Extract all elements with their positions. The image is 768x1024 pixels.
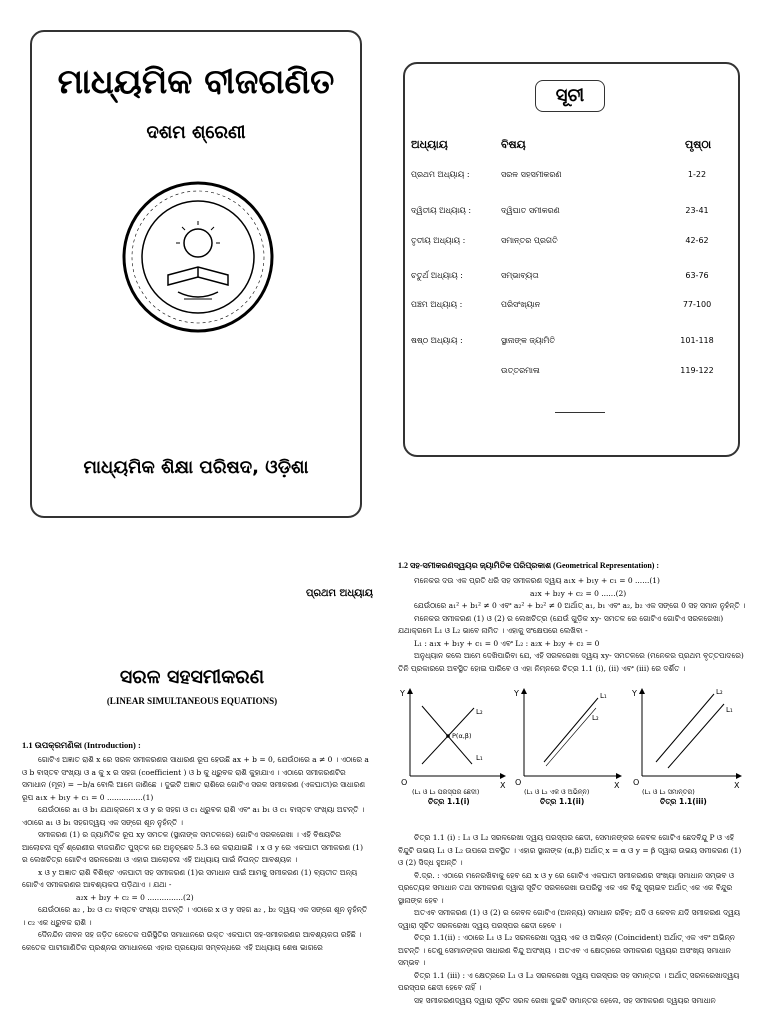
fig3-l2-label: L₂: [716, 688, 723, 696]
fig3-l1-label: L₁: [726, 706, 733, 714]
equation: a₂x + b₂y + c₂ = 0 ...............(2): [76, 892, 194, 902]
paragraph: ବି.ଦ୍ର. : ଏଠାରେ ମନେରଖିବାକୁ ହେବ ଯେ x ଓ y ରେ ଗୋଟିଏ ଏକଘାତୀ ସମୀକରଣର ସଂଖ୍ୟା ସମାଧାନ ସମ୍ଭବ ଓ ପ୍ରତ୍ୟେକ ସମାଧାନ ତଥା ସମୀକରଣ ଦ୍ୱାରା ସୂଚିତ ସରଳରେଖା ଉପରିସ୍ଥ ଏକ ଏକ ବିନ୍ଦୁ ସୂଚାଇବ ଅର୍ଥାତ୍ ଏକ ଏକ ବିନ୍ଦୁର ସ୍ଥାନାଙ୍କ ହେବ ।: [398, 870, 735, 905]
paragraph: ଚିତ୍ର 1.1 (i) : L₁ ଓ L₂ ସରଳରେଖା ଦ୍ୱୟ ପରସ୍ପର ଛେଦୀ, ସେମାନଙ୍କର କେବଳ ଗୋଟିଏ ଛେଦବିନ୍ଦୁ P ଓ ଏହି ବିନ୍ଦୁଟି ଉଭୟ L₁ ଓ L₂ ଉପରେ ଅବସ୍ଥିତ । ଏହାର ସ୍ଥାନାଙ୍କ (α,β) ଅର୍ଥାତ୍ x = α ଓ y = β ଦ୍ୱାରା ଉଭୟ ସମୀକରଣ (1) ଓ (2) ସିଦ୍ଧ ହୁଅନ୍ତି ।: [398, 833, 742, 867]
equation: L₁ : a₁x + b₁y + c₁ = 0 ଏବଂ L₂ : a₂x + b₂y + c₂ = 0: [414, 638, 600, 648]
figure-coincident-lines: [510, 684, 626, 806]
fig3-o-label: O: [633, 778, 640, 787]
cover-grade: ଦଶମ ଶ୍ରେଣୀ: [146, 122, 246, 143]
paragraph: ଦୈନନ୍ଦିନ ଜୀବନ ସହ ଜଡ଼ିତ କେତେକ ପରିସ୍ଥିତିର ସମାଧାନରେ ଉକ୍ତ ଏକଘାତୀ ସହ-ସମୀକରଣର ଆବଶ୍ୟକତା ରହିଛି । କେତେକ ପାଟୀଗାଣିତିକ ପ୍ରଶ୍ନର ସମାଧାନରେ ଏହାର ପ୍ରୟୋଗ ସମ୍ବନ୍ଧରେ ଏହି ଅଧ୍ୟାୟ ଶେଷ ଭାଗରେ: [22, 930, 362, 952]
toc-row-chapter: ପ୍ରଥମ ଅଧ୍ୟାୟ :: [411, 170, 470, 179]
fig2-note: (L₁ ଓ L₂ ଏକ ଓ ଅଭିନ୍ନ): [524, 788, 590, 796]
toc-row-chapter: ଷଷ୍ଠ ଅଧ୍ୟାୟ :: [411, 336, 463, 345]
fig1-o-label: O: [401, 778, 408, 787]
cover-title: ମାଧ୍ୟମିକ ବୀଜଗଣିତ: [57, 62, 335, 102]
chapter-title: ସରଳ ସହସମୀକରଣ: [119, 666, 265, 688]
toc-row-subject: ଉତ୍ତରମାଳା: [501, 366, 540, 375]
fig1-caption: ଚିତ୍ର 1.1(i): [428, 797, 470, 806]
paragraph: ସମୀକରଣ (1) ର ଜ୍ୟାମିତିକ ରୂପ xy ସମତଳ (ସ୍ଥାନାଙ୍କ ସମତଳରେ) ଗୋଟିଏ ସରଳରେଖା । ଏହି ବିଷୟଟିର ଆଲୋଚନା ପୂର୍ବ ଶ୍ରେଣୀର ବୀଜଗଣିତ ପୁସ୍ତକ ରେ ଅନୁଚ୍ଛେଦ 5.3 ରେ କରାଯାଇଛି । x ଓ y ରେ ଏକଘାତୀ ସମୀକରଣ (1) ର ଲେଖଚିତ୍ର ଗୋଟିଏ ସରଳରେଖା ଓ ଏହାର ଆଲୋଚନା ଏହି ଅଧ୍ୟାୟ ପାଇଁ ନିତାନ୍ତ ଆବଶ୍ୟକ ।: [22, 830, 364, 864]
fig1-x-label: X: [500, 781, 506, 790]
toc-title: ସୂଚୀ: [535, 80, 605, 112]
toc-row-subject: ଦ୍ୱିଘାତ ସମୀକରଣ: [501, 206, 560, 215]
paragraph: ସହ ସମୀକରଣଦ୍ୱୟ ଦ୍ୱାରା ସୂଚିତ ସରଳ ରେଖା ଦୁଇଟି ସମାନ୍ତର ହେଲେ, ସହ ସମୀକରଣ ଦ୍ୱୟର ସମାଧାନ: [414, 995, 716, 1005]
fig1-y-label: Y: [400, 689, 405, 698]
fig1-note: (L₁ ଓ L₂ ପରସ୍ପର ଛେଦୀ): [412, 788, 480, 796]
fig2-caption: ଚିତ୍ର 1.1(ii): [540, 797, 585, 806]
fig2-l2-label: L₂: [592, 714, 599, 722]
paragraph: ଅତଏବ ସମୀକରଣ (1) ଓ (2) ର କେବଳ ଗୋଟିଏ (ଅନନ୍ୟ) ସମାଧାନ ରହିବ; ଯଦି ଓ କେବଳ ଯଦି ସମୀକରଣ ଦ୍ୱୟ ଦ୍ୱାରା ସୂଚିତ ସରଳରେଖା ଦ୍ୱୟ ପରସ୍ପର ଛେଦୀ ହେବେ ।: [398, 908, 741, 930]
equation: a₂x + b₂y + c₂ = 0 ......(2): [530, 588, 627, 598]
toc-row-chapter: ପଞ୍ଚମ ଅଧ୍ୟାୟ :: [411, 300, 463, 309]
paragraph: ଯେଉଁଠାରେ a₂ , b₂ ଓ c₂ ବାସ୍ତବ ସଂଖ୍ୟା ଅଟନ୍ତି । ଏଠାରେ x ଓ y ସହଗ a₂ , b₂ ଦ୍ୱୟ ଏକ ସଙ୍ଗେ ଶୂନ ନୁହଁନ୍ତି । c₂ ଏକ ଧ୍ରୁବକ ରାଶି ।: [22, 905, 368, 927]
toc-row-subject: ସ୍ଥାନାଙ୍କ ଜ୍ୟାମିତି: [501, 336, 556, 345]
chapter-body: [22, 754, 370, 954]
toc-row-subject: ସମ୍ଭାବ୍ୟତା: [501, 271, 539, 280]
fig2-o-label: O: [515, 778, 522, 787]
paragraph: ଯେଉଁଠାରେ a₁² + b₁² ≠ 0 ଏବଂ a₂² + b₂² ≠ 0 ଅର୍ଥାତ୍ a₁, b₁ ଏବଂ a₂, b₂ ଏକ ସଙ୍ଗେ 0 ସହ ସମାନ ନୁହଁନ୍ତି ।: [414, 601, 746, 610]
fig1-l2-label: L₂: [476, 708, 483, 716]
cover-publisher: ମାଧ୍ୟମିକ ଶିକ୍ଷା ପରିଷଦ, ଓଡ଼ିଶା: [83, 457, 309, 478]
paragraph: ଅନୁଧ୍ୟାନ କଲେ ଆମେ ଦେଖିପାରିବା ଯେ, ଏହି ସରଳରେଖା ଦ୍ୱୟ xy- ସମତଳରେ (ମନେକର ପ୍ରଥମ ବୃତ୍ତପାଦରେ) ତିନି ପ୍ରକାରରେ ଅବସ୍ଥିତ ହୋଇ ପାରିବେ ଓ ଏହା ନିମ୍ନରେ ଚିତ୍ର 1.1 (i), (ii) ଏବଂ (iii) ରେ ଦର୍ଶିତ ।: [398, 651, 744, 673]
toc-row-chapter: ତୃତୀୟ ଅଧ୍ୟାୟ :: [411, 236, 466, 245]
fig1-point-label: P(α,β): [452, 732, 472, 740]
toc-row-chapter: ଦ୍ୱିତୀୟ ଅଧ୍ୟାୟ :: [411, 206, 472, 215]
paragraph: ଯେଉଁଠାରେ a₁ ଓ b₁ ଯଥାକ୍ରମେ x ଓ y ର ସହଗ ଓ c₁ ଧ୍ରୁବକ ରାଶି ଏବଂ a₁ b₁ ଓ c₁ ବାସ୍ତବ ସଂଖ୍ୟା ଅଟନ୍ତି । ଏଠାରେ a₁ ଓ b₁ ସହଗଦ୍ୱୟ ଏକ ସଙ୍ଗେ ଶୂନ ନୁହଁନ୍ତି ।: [22, 805, 365, 827]
geometric-discussion: [398, 832, 748, 1007]
table-of-contents: [403, 62, 740, 457]
book-cover: [30, 30, 362, 518]
fig2-y-label: Y: [514, 689, 519, 698]
toc-row-subject: ସରଳ ସହସମୀକରଣ: [501, 170, 562, 179]
fig1-l1-label: L₁: [476, 754, 483, 762]
board-emblem-icon: [118, 177, 278, 337]
toc-header-page: ପୃଷ୍ଠା: [685, 138, 712, 151]
paragraph: ଚିତ୍ର 1.1(ii) : ଏଠାରେ L₁ ଓ L₂ ସରଳରେଖା ଦ୍ୱୟ ଏକ ଓ ଅଭିନ୍ନ (Coincident) ଅର୍ଥାତ୍ ଏକ ଏବଂ ଅଭିନ୍ନ ଅଟନ୍ତି । ତେଣୁ ସେମାନଙ୍କର ସାଧାରଣ ବିନ୍ଦୁ ଅସଂଖ୍ୟ । ଅତଏବ ଏ କ୍ଷେତ୍ରରେ ସମୀକରଣ ଦ୍ୱୟର ଅସଂଖ୍ୟ ସମାଧାନ ସମ୍ଭବ ।: [398, 933, 735, 967]
toc-row-pages: 101-118: [680, 336, 714, 345]
geometric-intro: [398, 575, 748, 675]
paragraph: x ଓ y ଅଜ୍ଞାତ ରାଶି ବିଶିଷ୍ଟ ଏକଘାତୀ ସହ ସମୀକରଣ (1)ର ସମାଧାନ ପାଇଁ ଆମକୁ ସମୀକରଣ (1) ବ୍ୟତୀତ ଅନ୍ୟ ଗୋଟିଏ ସମୀକରଣର ଆବଶ୍ୟକତା ପଡ଼ିଥାଏ । ଯଥା -: [22, 867, 358, 889]
toc-row-pages: 77-100: [682, 300, 712, 309]
fig3-x-label: X: [734, 781, 740, 790]
paragraph: ଗୋଟିଏ ଅଜ୍ଞାତ ରାଶି x ରେ ସରଳ ସମୀକରଣର ସାଧାରଣ ରୂପ ହେଉଛି ax + b = 0, ଯେଉଁଠାରେ a ≠ 0 । ଏଠାରେ a ଓ b ବାସ୍ତବ ସଂଖ୍ୟା ଓ a କୁ x ର ସହଗ (coefficient ) ଓ b କୁ ଧ୍ରୁବକ ରାଶି କୁହାଯାଏ । ଏଠାରେ ସମୀକରଣଟିର ସମାଧାନ (ମୂଳ) = −b/a ବୋଲି ଆମେ ଜାଣିଛେ । ଦୁଇଟି ଅଜ୍ଞାତ ରାଶିରେ ଗୋଟିଏ ସରଳ ସମୀକରଣ (ଏକଘାତୀ)ର ସାଧାରଣ ରୂପ a₁x + b₁y + c₁ = 0 ...............(1): [22, 755, 369, 802]
figure-intersecting-lines: [398, 684, 510, 806]
toc-row-pages: 63-76: [685, 271, 709, 280]
chapter-subtitle: (LINEAR SIMULTANEOUS EQUATIONS): [106, 696, 278, 706]
toc-header-subject: ବିଷୟ: [501, 138, 526, 151]
toc-row-pages: 1-22: [687, 170, 707, 179]
paragraph: ମନେକର ଦଉ ଏକ ପ୍ରତି ଧରି ସହ ସମୀକରଣ ଦ୍ୱୟ a₁x + b₁y + c₁ = 0 ......(1): [414, 576, 660, 585]
toc-row-pages: 42-62: [685, 236, 709, 245]
toc-row-chapter: ଚତୁର୍ଥ ଅଧ୍ୟାୟ :: [411, 271, 463, 280]
fig3-y-label: Y: [632, 689, 637, 698]
fig2-l1-label: L₁: [600, 692, 607, 700]
toc-row-subject: ପରିସଂଖ୍ୟାନ: [501, 300, 541, 309]
fig3-note: (L₁ ଓ L₂ ସମାନ୍ତର): [642, 788, 695, 796]
section-heading-geometric: 1.2 ସହ-ସମୀକରଣଦ୍ୱୟର ଜ୍ୟାମିତିକ ପରିପ୍ରକାଶ (Geometrical Representation) :: [398, 561, 660, 570]
chapter-label: ପ୍ରଥମ ଅଧ୍ୟାୟ: [306, 588, 373, 599]
toc-row-subject: ସମାନ୍ତର ପ୍ରଗତି: [501, 236, 558, 245]
paragraph: ଚିତ୍ର 1.1 (iii) : ଏ କ୍ଷେତ୍ରରେ L₁ ଓ L₂ ସରଳରେଖା ଦ୍ୱୟ ପରସ୍ପର ସହ ସମାନ୍ତର । ଅର୍ଥାତ୍ ସରଳରେଖାଦ୍ୱୟ ପରସ୍ପର ଛେଦୀ ହେବେ ନାହିଁ ।: [398, 970, 740, 992]
paragraph: ମନେକର ସମୀକରଣ (1) ଓ (2) ର ଲେଖଚିତ୍ର (ଯେଉଁ ଗୁଡ଼ିକ xy- ସମତଳ ରେ ଗୋଟିଏ ଗୋଟିଏ ସରଳରେଖା) ଯଥାକ୍ରମେ L₁ ଓ L₂ ଭାବେ ନାମିତ । ଏହାକୁ ସଂକ୍ଷେପରେ ଲେଖିବା -: [398, 613, 724, 635]
toc-row-pages: 119-122: [680, 366, 714, 375]
toc-divider: [555, 412, 605, 413]
fig3-caption: ଚିତ୍ର 1.1(iii): [660, 797, 707, 806]
toc-row-pages: 23-41: [685, 206, 709, 215]
section-heading: 1.1 ଉପକ୍ରମଣିକା (Introduction) :: [22, 740, 141, 750]
toc-header-chapter: ଅଧ୍ୟାୟ: [411, 138, 448, 151]
fig2-x-label: X: [614, 781, 620, 790]
figure-parallel-lines: [628, 684, 748, 806]
